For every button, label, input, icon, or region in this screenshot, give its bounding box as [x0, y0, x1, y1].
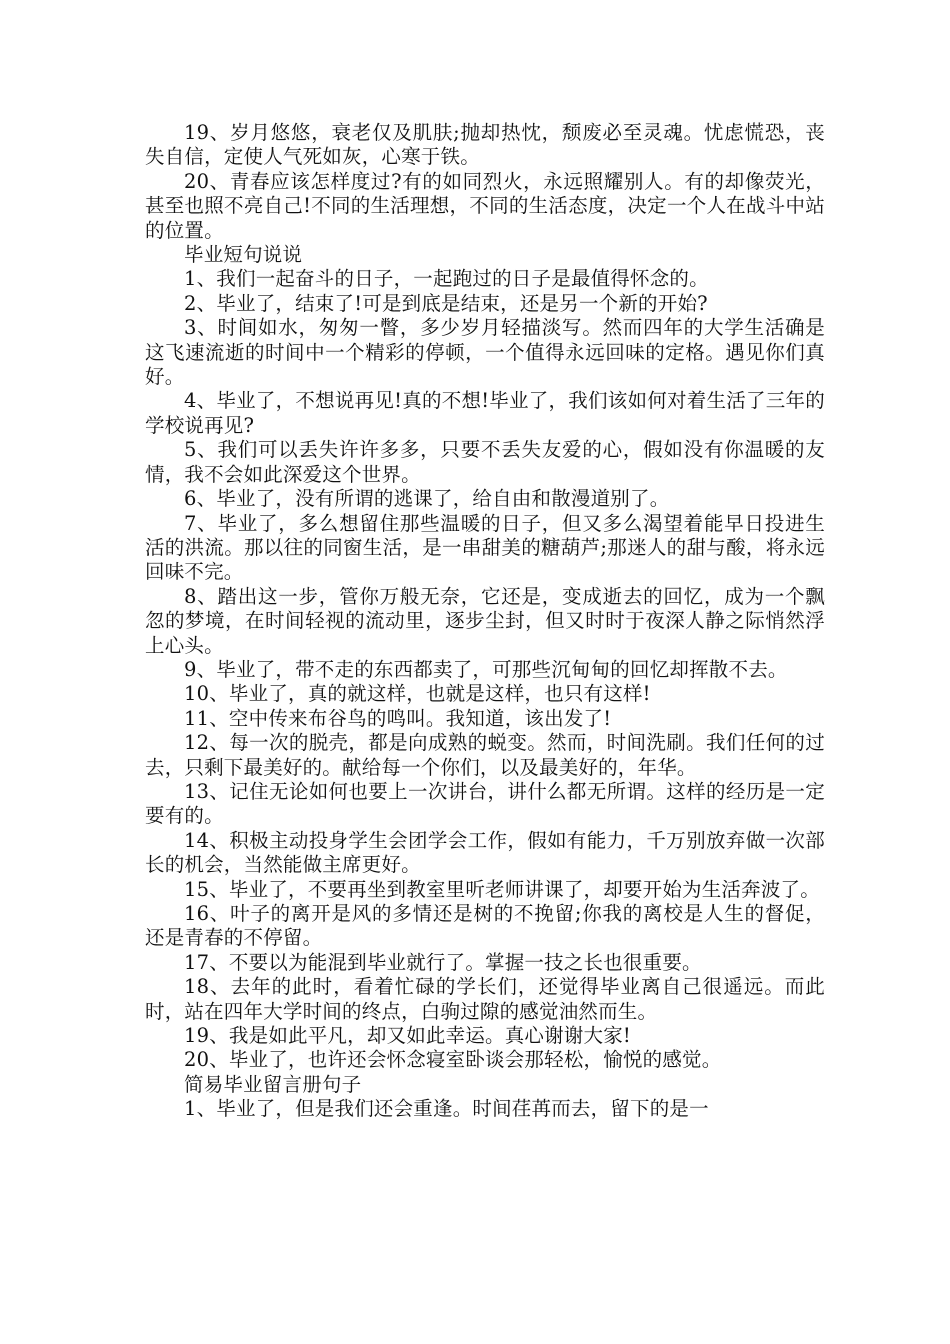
paragraph: 1、我们一起奋斗的日子，一起跑过的日子是最值得怀念的。: [184, 267, 709, 291]
paragraph: 4、毕业了，不想说再见!真的不想!毕业了，我们该如何对着生活了三年的学校说再见?: [145, 389, 825, 437]
paragraph: 13、记住无论如何也要上一次讲台，讲什么都无所谓。这样的经历是一定要有的。: [145, 779, 825, 828]
paragraph: 2、毕业了，结束了!可是到底是结束，还是另一个新的开始?: [184, 291, 708, 315]
paragraph: 1、毕业了，但是我们还会重逢。时间荏苒而去，留下的是一: [184, 1097, 709, 1121]
paragraph: 15、毕业了，不要再坐到教室里听老师讲课了，却要开始为生活奔波了。: [184, 877, 820, 901]
paragraph: 16、叶子的离开是风的多情还是树的不挽留;你我的离校是人生的督促，还是青春的不停留。: [145, 902, 825, 950]
section-heading: 简易毕业留言册句子: [184, 1072, 362, 1096]
paragraph: 10、毕业了，真的就这样，也就是这样，也只有这样!: [184, 682, 651, 706]
paragraph: 20、毕业了，也许还会怀念寝室卧谈会那轻松，愉悦的感觉。: [184, 1048, 722, 1072]
paragraph: 8、踏出这一步，管你万般无奈，它还是，变成逝去的回忆，成为一个飘忽的梦境，在时间轻视的流动里，逐步尘封，但又时时于夜深人静之际悄然浮上心头。: [145, 584, 825, 657]
paragraph: 7、毕业了，多么想留住那些温暖的日子，但又多么渴望着能早日投进生活的洪流。那以往的同窗生活，是一串甜美的糖葫芦;那迷人的甜与酸，将永远回味不完。: [145, 511, 825, 584]
paragraph: 20、青春应该怎样度过?有的如同烈火，永远照耀别人。有的却像荧光，甚至也照不亮自己!不同的生活理想，不同的生活态度，决定一个人在战斗中站的位置。: [145, 169, 825, 242]
paragraph: 11、空中传来布谷鸟的鸣叫。我知道，该出发了!: [184, 706, 612, 730]
paragraph: 14、积极主动投身学生会团学会工作，假如有能力，千万别放弃做一次部长的机会，当然能做主席更好。: [145, 828, 825, 877]
paragraph: 6、毕业了，没有所谓的逃课了，给自由和散漫道别了。: [184, 487, 670, 511]
paragraph: 19、岁月悠悠，衰老仅及肌肤;抛却热忱，颓废必至灵魂。忧虑慌恐，丧失自信，定使人气死如灰，心寒于铁。: [145, 121, 825, 169]
paragraph: 18、去年的此时，看着忙碌的学长们，还觉得毕业离自己很遥远。而此时，站在四年大学时间的终点，白驹过隙的感觉油然而生。: [145, 975, 825, 1023]
paragraph: 9、毕业了，带不走的东西都卖了，可那些沉甸甸的回忆却挥散不去。: [184, 657, 788, 681]
section-heading: 毕业短句说说: [184, 243, 303, 267]
paragraph: 19、我是如此平凡，却又如此幸运。真心谢谢大家!: [184, 1024, 631, 1048]
paragraph: 17、不要以为能混到毕业就行了。掌握一技之长也很重要。: [184, 950, 702, 974]
document-page: [145, 121, 825, 1122]
paragraph: 5、我们可以丢失许许多多，只要不丢失友爱的心，假如没有你温暖的友情，我不会如此深爱这个世界。: [145, 438, 825, 486]
paragraph: 3、时间如水，匆匆一瞥，多少岁月轻描淡写。然而四年的大学生活确是这飞速流逝的时间中一个精彩的停顿，一个值得永远回味的定格。遇见你们真好。: [145, 316, 825, 389]
paragraph: 12、每一次的脱壳，都是向成熟的蜕变。然而，时间洗刷。我们任何的过去，只剩下最美好的。献给每一个你们，以及最美好的，年华。: [145, 731, 825, 779]
